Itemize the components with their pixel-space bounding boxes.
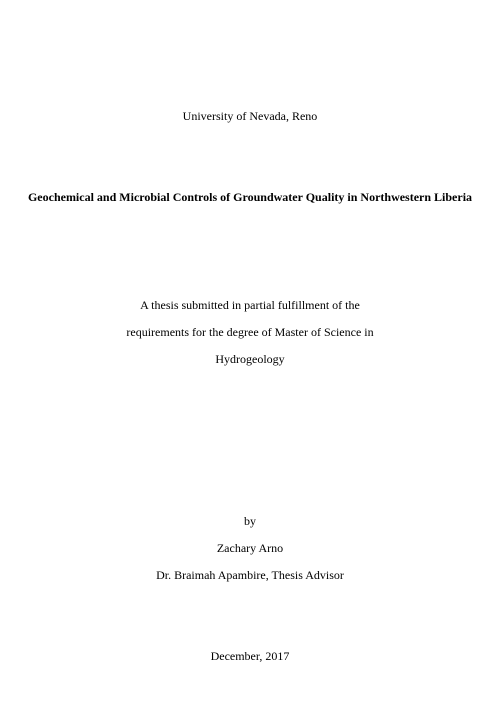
university-name: University of Nevada, Reno [182, 109, 318, 123]
degree-statement-line-1: A thesis submitted in partial fulfillment of the [140, 298, 360, 312]
by-label: by [244, 514, 256, 528]
thesis-title: Geochemical and Microbial Controls of Groundwater Quality in Northwestern Liberia [27, 190, 473, 204]
degree-statement-line-2: requirements for the degree of Master of Science in [126, 325, 374, 339]
author-name: Zachary Arno [216, 541, 284, 555]
degree-statement-line-3: Hydrogeology [215, 352, 285, 366]
thesis-advisor: Dr. Braimah Apambire, Thesis Advisor [156, 568, 344, 582]
submission-date: December, 2017 [210, 649, 290, 663]
